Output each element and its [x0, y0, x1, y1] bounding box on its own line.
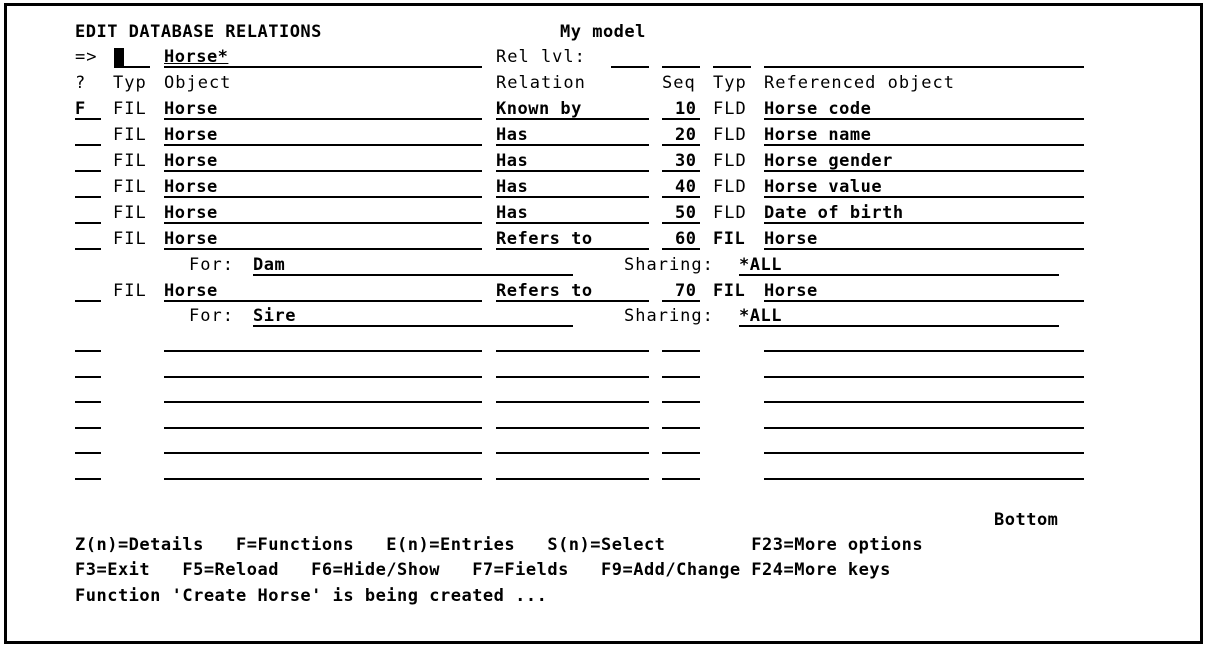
model-name: My model [560, 22, 646, 42]
row-relation-underline [496, 170, 649, 172]
for-label: For: [189, 255, 234, 275]
row-relation-underline [496, 222, 649, 224]
empty-row-ref-input[interactable] [764, 478, 1084, 480]
row-object[interactable]: Horse [164, 125, 218, 145]
object-filter-underline [164, 66, 482, 68]
for-value[interactable]: Sire [253, 306, 296, 326]
rel-lvl-label: Rel lvl: [496, 47, 586, 67]
row-select-input[interactable] [75, 222, 101, 224]
empty-row-ref-input[interactable] [764, 401, 1084, 403]
sharing-label: Sharing: [624, 306, 714, 326]
text-cursor [114, 48, 124, 66]
col-header-typ2: Typ [713, 73, 747, 93]
row-ref[interactable]: Horse [764, 281, 818, 301]
empty-row-select-input[interactable] [75, 427, 101, 429]
empty-row-relation-input[interactable] [496, 452, 649, 454]
row-select-input[interactable] [75, 170, 101, 172]
row-object-underline [164, 222, 482, 224]
row-relation-underline [496, 300, 649, 302]
for-label: For: [189, 306, 234, 326]
sharing-value[interactable]: *ALL [739, 306, 782, 326]
row-seq[interactable]: 30 [675, 151, 697, 171]
row-typ: FIL [113, 99, 147, 119]
row-ref-underline [764, 118, 1084, 120]
row-select-input[interactable] [75, 144, 101, 146]
object-filter-input[interactable]: Horse* [164, 47, 229, 67]
sharing-value-underline [739, 274, 1059, 276]
row-relation[interactable]: Has [496, 151, 529, 171]
row-typ: FIL [113, 151, 147, 171]
row-seq-underline [662, 170, 700, 172]
sharing-label: Sharing: [624, 255, 714, 275]
row-object-underline [164, 170, 482, 172]
row-seq-underline [662, 300, 700, 302]
row-seq-underline [662, 118, 700, 120]
row-object-underline [164, 300, 482, 302]
row-object[interactable]: Horse [164, 281, 218, 301]
row-ref-underline [764, 170, 1084, 172]
col-header-sel: ? [75, 73, 87, 93]
empty-row-relation-input[interactable] [496, 350, 649, 352]
row-seq-underline [662, 248, 700, 250]
empty-row-select-input[interactable] [75, 350, 101, 352]
row-seq[interactable]: 70 [675, 281, 697, 301]
empty-row-object-input[interactable] [164, 376, 482, 378]
row-typ: FIL [113, 177, 147, 197]
function-keys-line-2: F3=Exit F5=Reload F6=Hide/Show F7=Fields F9=Add/Change F24=More keys [75, 560, 891, 580]
row-object-underline [164, 118, 482, 120]
row-seq[interactable]: 10 [675, 99, 697, 119]
seq-filter-input[interactable] [662, 66, 700, 68]
row-select-input[interactable] [75, 196, 101, 198]
function-keys-line-1: Z(n)=Details F=Functions E(n)=Entries S(n)=Select F23=More options [75, 535, 924, 555]
rel-lvl-input[interactable] [611, 66, 649, 68]
empty-row-select-input[interactable] [75, 376, 101, 378]
col-header-object: Object [164, 73, 232, 93]
typ-filter-input[interactable] [713, 66, 751, 68]
empty-row-ref-input[interactable] [764, 350, 1084, 352]
row-object-underline [164, 144, 482, 146]
row-seq[interactable]: 40 [675, 177, 697, 197]
row-relation[interactable]: Has [496, 125, 529, 145]
empty-row-relation-input[interactable] [496, 427, 649, 429]
row-ref[interactable]: Horse gender [764, 151, 893, 171]
empty-row-seq-input[interactable] [662, 350, 700, 352]
row-relation-underline [496, 118, 649, 120]
prompt-arrow: => [75, 47, 98, 67]
status-message: Function 'Create Horse' is being created ... [75, 586, 548, 606]
col-header-ref: Referenced object [764, 73, 955, 93]
row-ref[interactable]: Horse code [764, 99, 872, 119]
empty-row-ref-input[interactable] [764, 427, 1084, 429]
col-header-relation: Relation [496, 73, 586, 93]
empty-row-seq-input[interactable] [662, 401, 700, 403]
empty-row-object-input[interactable] [164, 478, 482, 480]
row-relation-underline [496, 248, 649, 250]
row-ref[interactable]: Horse name [764, 125, 872, 145]
row-typ2: FLD [713, 203, 747, 223]
row-ref[interactable]: Horse value [764, 177, 883, 197]
empty-row-relation-input[interactable] [496, 376, 649, 378]
row-seq[interactable]: 20 [675, 125, 697, 145]
row-seq[interactable]: 60 [675, 229, 697, 249]
row-relation[interactable]: Has [496, 203, 529, 223]
sharing-value[interactable]: *ALL [739, 255, 782, 275]
row-object-underline [164, 248, 482, 250]
row-typ2: FLD [713, 125, 747, 145]
row-ref-underline [764, 144, 1084, 146]
empty-row-select-input[interactable] [75, 452, 101, 454]
row-select-underline [75, 118, 101, 120]
for-value[interactable]: Dam [253, 255, 286, 275]
col-header-seq: Seq [662, 73, 696, 93]
empty-row-relation-input[interactable] [496, 478, 649, 480]
row-typ: FIL [113, 125, 147, 145]
row-ref[interactable]: Date of birth [764, 203, 904, 223]
row-select-input[interactable]: F [75, 99, 86, 119]
sharing-value-underline [739, 325, 1059, 327]
empty-row-object-input[interactable] [164, 427, 482, 429]
row-seq-underline [662, 196, 700, 198]
row-object[interactable]: Horse [164, 151, 218, 171]
empty-row-object-input[interactable] [164, 350, 482, 352]
row-select-input[interactable] [75, 300, 101, 302]
row-object[interactable]: Horse [164, 229, 218, 249]
row-seq[interactable]: 50 [675, 203, 697, 223]
empty-row-select-input[interactable] [75, 478, 101, 480]
position-to-input[interactable] [114, 66, 150, 68]
row-typ: FIL [113, 229, 147, 249]
ref-filter-input[interactable] [764, 66, 1084, 68]
row-ref-underline [764, 196, 1084, 198]
row-object[interactable]: Horse [164, 99, 218, 119]
row-relation[interactable]: Refers to [496, 229, 593, 249]
empty-row-seq-input[interactable] [662, 427, 700, 429]
for-value-underline [253, 274, 573, 276]
screen-title: EDIT DATABASE RELATIONS [75, 22, 322, 42]
row-ref-underline [764, 222, 1084, 224]
row-typ2: FIL [713, 281, 746, 301]
row-select-input[interactable] [75, 248, 101, 250]
row-ref-underline [764, 300, 1084, 302]
row-relation-underline [496, 196, 649, 198]
row-typ2: FLD [713, 99, 747, 119]
scroll-position-indicator: Bottom [994, 510, 1059, 530]
empty-row-seq-input[interactable] [662, 452, 700, 454]
row-typ2: FLD [713, 177, 747, 197]
empty-row-ref-input[interactable] [764, 452, 1084, 454]
empty-row-object-input[interactable] [164, 401, 482, 403]
for-value-underline [253, 325, 573, 327]
row-object-underline [164, 196, 482, 198]
col-header-typ: Typ [113, 73, 147, 93]
empty-row-select-input[interactable] [75, 401, 101, 403]
row-typ2: FIL [713, 229, 746, 249]
row-ref-underline [764, 248, 1084, 250]
row-seq-underline [662, 144, 700, 146]
row-relation[interactable]: Has [496, 177, 529, 197]
row-object[interactable]: Horse [164, 177, 218, 197]
row-relation-underline [496, 144, 649, 146]
row-relation[interactable]: Known by [496, 99, 582, 119]
row-relation[interactable]: Refers to [496, 281, 593, 301]
empty-row-seq-input[interactable] [662, 478, 700, 480]
empty-row-relation-input[interactable] [496, 401, 649, 403]
row-typ: FIL [113, 281, 147, 301]
row-typ2: FLD [713, 151, 747, 171]
empty-row-seq-input[interactable] [662, 376, 700, 378]
row-ref[interactable]: Horse [764, 229, 818, 249]
row-seq-underline [662, 222, 700, 224]
empty-row-ref-input[interactable] [764, 376, 1084, 378]
row-typ: FIL [113, 203, 147, 223]
empty-row-object-input[interactable] [164, 452, 482, 454]
row-object[interactable]: Horse [164, 203, 218, 223]
